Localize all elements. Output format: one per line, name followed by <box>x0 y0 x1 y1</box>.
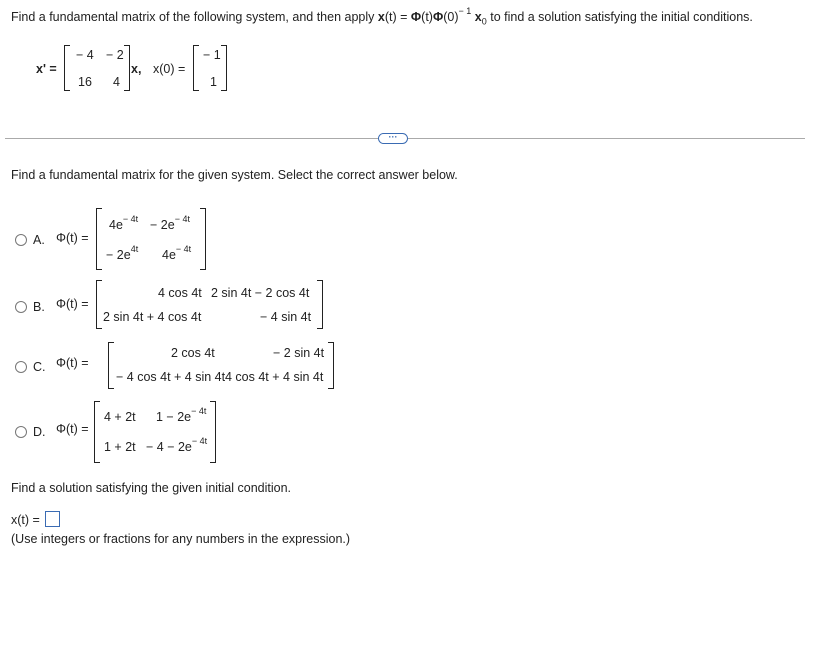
part1-prompt: Find a fundamental matrix for the given system. Select the correct answer below. <box>11 168 458 182</box>
radio-option-a[interactable] <box>15 234 27 246</box>
option-b-cell: 2 sin 4t − 2 cos 4t <box>211 286 310 300</box>
option-b-cell: 4 cos 4t <box>158 286 202 300</box>
option-c-lhs: Φ(t) = <box>56 356 89 370</box>
ic-cell: 1 <box>210 75 217 89</box>
option-c-right-bracket <box>328 342 334 389</box>
option-a-cell: − $2e^{- 4t}$ <box>150 213 190 232</box>
option-c-cell: 2 cos 4t <box>171 346 215 360</box>
option-c-cell: − 2 sin 4t <box>273 346 325 360</box>
system-lhs: x' = <box>36 62 57 76</box>
radio-option-b[interactable] <box>15 301 27 313</box>
matrix-left-bracket <box>64 45 70 91</box>
option-a-cell: $4e^{- 4t}$ <box>109 213 139 232</box>
hint-text: (Use integers or fractions for any numbers in the expression.) <box>11 532 351 546</box>
ic-left-bracket <box>193 45 199 91</box>
ic-right-bracket <box>221 45 227 91</box>
option-d-left-bracket <box>94 401 100 463</box>
option-a-cell: $4e^{- 4t}$ <box>162 243 192 262</box>
option-c-cell: − 4 cos 4t + 4 sin 4t <box>116 370 226 384</box>
ic-cell: − 1 <box>203 48 221 62</box>
question-text: Find a fundamental matrix of the following system, and then apply $x(t) = \Phi(t)\Phi(0)^{- 1}$ $x_0$ to find a solution satisfying the initial conditions. <box>11 5 753 27</box>
option-b-letter[interactable]: B. <box>33 300 45 314</box>
matrix-cell: 16 <box>78 75 92 89</box>
matrix-cell: 4 <box>113 75 120 89</box>
option-b-cell: − 4 sin 4t <box>260 310 312 324</box>
option-d-lhs: Φ(t) = <box>56 422 89 436</box>
option-c-cell: 4 cos 4t + 4 sin 4t <box>225 370 324 384</box>
answer-label: x(t) = <box>11 513 40 527</box>
option-d-letter[interactable]: D. <box>33 425 46 439</box>
option-b-lhs: Φ(t) = <box>56 297 89 311</box>
radio-option-c[interactable] <box>15 361 27 373</box>
option-b-right-bracket <box>317 280 323 329</box>
option-d-cell: 1 + 2t <box>104 440 136 454</box>
option-a-lhs: Φ(t) = <box>56 231 89 245</box>
option-d-right-bracket <box>210 401 216 463</box>
option-a-letter[interactable]: A. <box>33 233 45 247</box>
option-c-letter[interactable]: C. <box>33 360 46 374</box>
radio-option-d[interactable] <box>15 426 27 438</box>
more-button[interactable]: ··· <box>378 133 408 144</box>
option-d-cell: − $4 - 2e^{- 4t}$ <box>146 435 208 454</box>
matrix-cell: − 4 <box>76 48 94 62</box>
answer-input[interactable] <box>45 511 60 527</box>
formula: $x(t) = \Phi(t)\Phi(0)^{- 1}$ $x_0$ <box>377 5 487 27</box>
option-b-cell: 2 sin 4t + 4 cos 4t <box>103 310 202 324</box>
option-a-right-bracket <box>200 208 206 270</box>
option-d-cell: $1 - 2e^{- 4t}$ <box>156 405 207 424</box>
matrix-right-bracket <box>124 45 130 91</box>
option-c-left-bracket <box>108 342 114 389</box>
x-label: x, <box>131 62 142 76</box>
option-a-left-bracket <box>96 208 102 270</box>
ic-label: x(0) = <box>153 62 186 76</box>
option-a-cell: − $2e^{4t}$ <box>106 243 139 262</box>
matrix-cell: − 2 <box>106 48 124 62</box>
option-b-left-bracket <box>96 280 102 329</box>
option-d-cell: 4 + 2t <box>104 410 136 424</box>
part2-prompt: Find a solution satisfying the given initial condition. <box>11 481 292 495</box>
